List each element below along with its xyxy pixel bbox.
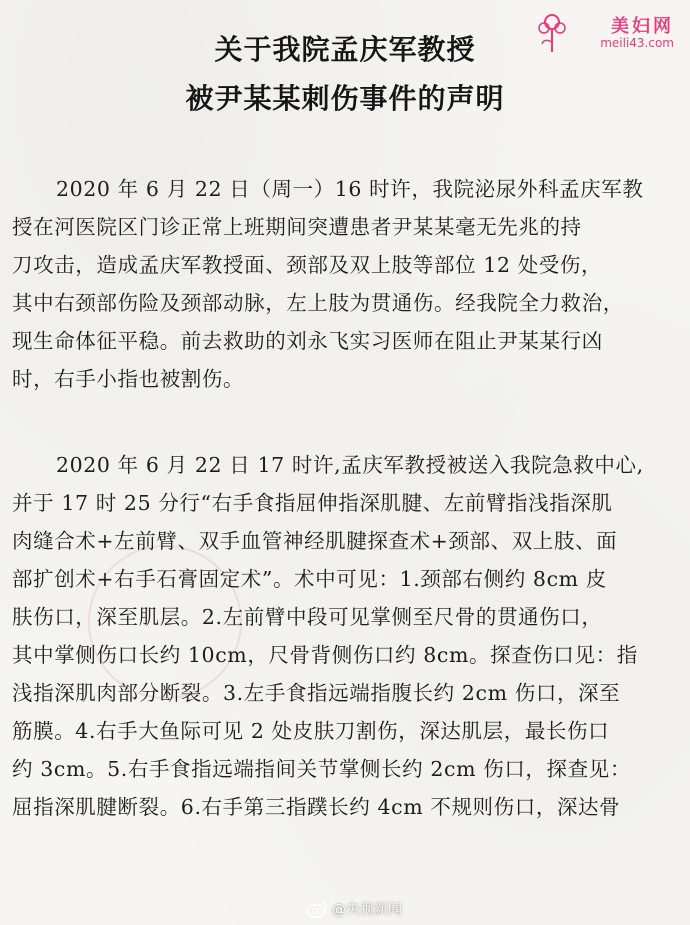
document-title-line-1: 关于我院孟庆军教授 [214, 33, 476, 66]
text-line: 部扩创术+右手石膏固定术”。术中可见：1.颈部右侧约 8cm 皮 [12, 567, 607, 591]
text-line: 刀攻击，造成孟庆军教授面、颈部及双上肢等部位 12 处受伤， [12, 253, 603, 277]
text-line: 2020 年 6 月 22 日 17 时许,孟庆军教授被送入我院急救中心, [56, 453, 644, 477]
watermark-brand: 美妇网 [611, 16, 674, 37]
weibo-watermark-text: @央视新闻 [332, 902, 402, 918]
text-line: 2020 年 6 月 22 日（周一）16 时许，我院泌尿外科孟庆军教 [56, 177, 644, 201]
text-line: 并于 17 时 25 分行“右手食指屈伸指深肌腱、左前臂指浅指深肌 [12, 491, 613, 515]
weibo-watermark [306, 898, 402, 920]
text-line: 肉缝合术+左前臂、双手血管神经肌腱探查术+颈部、双上肢、面 [12, 529, 618, 553]
text-line: 授在河医院区门诊正常上班期间突遭患者尹某某毫无先兆的持 [12, 215, 582, 239]
paragraph-2 [12, 446, 684, 826]
text-line: 肤伤口，深至肌层。2.左前臂中段可见掌侧至尺骨的贯通伤口， [12, 605, 603, 629]
weibo-icon [306, 900, 328, 918]
text-line: 约 3cm。5.右手食指远端指间关节掌侧长约 2cm 伤口，探查见： [12, 757, 631, 781]
document-title-line-2: 被尹某某刺伤事件的声明 [185, 82, 505, 115]
text-line: 时，右手小指也被割伤。 [12, 367, 245, 391]
text-line: 其中掌侧伤口长约 10cm，尺骨背侧伤口约 8cm。探查伤口见：指 [12, 643, 638, 667]
text-line: 筋膜。4.右手大鱼际可见 2 处皮肤刀割伤，深达肌层，最长伤口 [12, 719, 610, 743]
text-line: 浅指深肌肉部分断裂。3.左手食指远端指腹长约 2cm 伤口，深至 [12, 681, 621, 705]
text-line: 其中右颈部伤险及颈部动脉，左上肢为贯通伤。经我院全力救治， [12, 291, 624, 315]
watermark-url: meili43.com [600, 36, 674, 50]
text-line: 屈指深肌腱断裂。6.右手第三指蹼长约 4cm 不规则伤口，深达骨 [12, 795, 621, 819]
text-line: 现生命体征平稳。前去救助的刘永飞实习医师在阻止尹某某行凶 [12, 329, 603, 353]
paragraph-1 [12, 170, 684, 398]
